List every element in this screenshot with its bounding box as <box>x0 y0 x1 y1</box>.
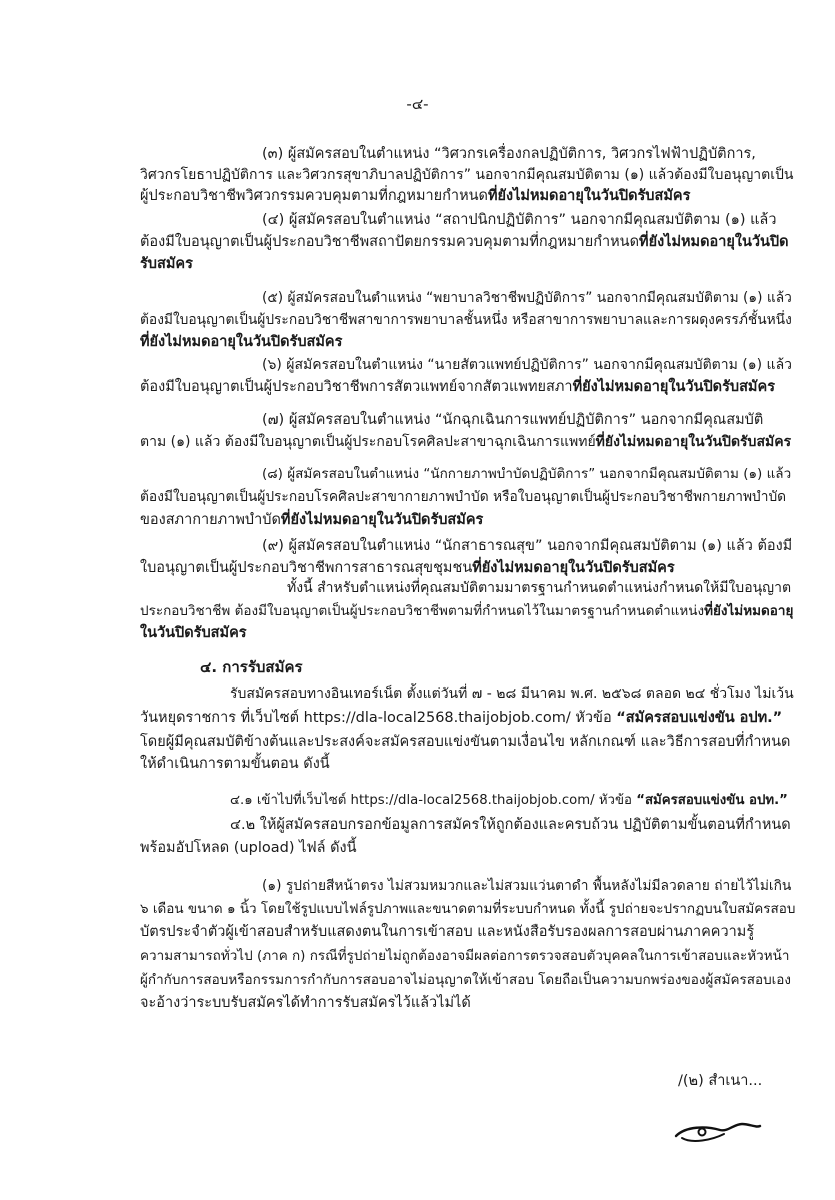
item-9-line-2-text: ใบอนุญาตเป็นผู้ประกอบวิชาชีพการสาธารณสุขชุมชน <box>140 560 473 576</box>
section-4-p2-line-3: บัตรประจำตัวผู้เข้าสอบสำหรับแสดงตนในการเข้าสอบ และหนังสือรับรองผลการสอบผ่านภาคความรู้ <box>140 924 755 940</box>
note-line-2-emphasis: ที่ยังไม่หมดอายุ <box>704 603 794 619</box>
section-4-p1-line-4: ให้ดำเนินการตามขั้นตอน ดังนี้ <box>140 756 330 772</box>
note-line-2 <box>140 601 793 621</box>
item-8-line-3 <box>140 510 483 530</box>
signature-initials <box>672 1112 762 1146</box>
item-7-line-2-text: ตาม (๑) แล้ว ต้องมีใบอนุญาตเป็นผู้ประกอบโรคศิลปะสาขาฉุกเฉินการแพทย์ <box>140 434 596 450</box>
section-4-p1-line-2-text: วันหยุดราชการ ที่เว็บไซต์ https://dla-local2568.thaijobjob.com/ หัวข้อ <box>140 710 617 726</box>
note-line-1: ทั้งนี้ สำหรับตำแหน่งที่คุณสมบัติตามมาตรฐานกำหนดตำแหน่งกำหนดให้มีใบอนุญาต <box>287 580 792 596</box>
note-line-2-text: ประกอบวิชาชีพ ต้องมีใบอนุญาตเป็นผู้ประกอบวิชาชีพตามที่กำหนดไว้ในมาตรฐานกำหนดตำแหน่ง <box>140 603 705 619</box>
section-4-1-text: ๔.๑ เข้าไปที่เว็บไซต์ https://dla-local2568.thaijobjob.com/ หัวข้อ <box>230 793 637 808</box>
item-6-line-2 <box>140 377 775 397</box>
item-3-line-3-emphasis: ที่ยังไม่หมดอายุในวันปิดรับสมัคร <box>487 188 691 204</box>
section-4-p2-line-4: ความสามารถทั่วไป (ภาค ก) กรณีที่รูปถ่ายไม่ถูกต้องอาจมีผลต่อการตรวจสอบตัวบุคคลในการเข้าสอบและหัวหน้า <box>140 948 790 964</box>
item-9-line-1: (๙) ผู้สมัครสอบในตำแหน่ง “นักสาธารณสุข” นอกจากมีคุณสมบัติตาม (๑) แล้ว ต้องมี <box>262 538 793 554</box>
item-4-line-2 <box>140 232 789 252</box>
section-4-p2-line-2: ๖ เดือน ขนาด ๑ นิ้ว โดยใช้รูปแบบไฟล์รูปภาพและขนาดตามที่ระบบกำหนด ทั้งนี้ รูปถ่ายจะปรากฏบนใบสมัครสอบ <box>140 901 796 917</box>
item-9-line-2 <box>140 558 675 578</box>
item-8-line-3-emphasis: ที่ยังไม่หมดอายุในวันปิดรับสมัคร <box>280 512 484 528</box>
item-8-line-1: (๘) ผู้สมัครสอบในตำแหน่ง “นักกายภาพบำบัดปฏิบัติการ” นอกจากมีคุณสมบัติตาม (๑) แล้ว <box>262 466 792 482</box>
item-4-line-2-emphasis: ที่ยังไม่หมดอายุในวันปิด <box>639 234 789 250</box>
item-6-line-1: (๖) ผู้สมัครสอบในตำแหน่ง “นายสัตวแพทย์ปฏิบัติการ” นอกจากมีคุณสมบัติตาม (๑) แล้ว <box>262 357 793 373</box>
section-4-2-line-2: พร้อมอัปโหลด (upload) ไฟล์ ดังนี้ <box>140 840 357 856</box>
item-7-line-2 <box>140 432 791 452</box>
note-line-3: ในวันปิดรับสมัคร <box>140 625 247 641</box>
item-8-line-2: ต้องมีใบอนุญาตเป็นผู้ประกอบโรคศิลปะสาขากายภาพบำบัด หรือใบอนุญาตเป็นผู้ประกอบวิชาชีพกายภาพบำบัด <box>140 489 787 505</box>
item-8-line-3-text: ของสภากายภาพบำบัด <box>140 512 281 528</box>
item-4-line-1: (๔) ผู้สมัครสอบในตำแหน่ง “สถาปนิกปฏิบัติการ” นอกจากมีคุณสมบัติตาม (๑) แล้ว <box>262 212 777 228</box>
section-4-1-emphasis: “สมัครสอบแข่งขัน อปท.” <box>636 793 788 808</box>
item-9-line-2-emphasis: ที่ยังไม่หมดอายุในวันปิดรับสมัคร <box>472 560 675 576</box>
section-4-p2-line-5: ผู้กำกับการสอบหรือกรรมการกำกับการสอบอาจไม่อนุญาตให้เข้าสอบ โดยถือเป็นความบกพร่องของผู้สมัครสอบเอง <box>140 972 791 988</box>
item-4-line-3: รับสมัคร <box>140 256 193 272</box>
page-number: -๔- <box>406 95 429 113</box>
section-4-heading: ๔. การรับสมัคร <box>200 658 303 676</box>
item-7-line-2-emphasis: ที่ยังไม่หมดอายุในวันปิดรับสมัคร <box>595 434 792 450</box>
section-4-p1-line-2-emphasis: “สมัครสอบแข่งขัน อปท.” <box>616 710 783 726</box>
item-5-line-3: ที่ยังไม่หมดอายุในวันปิดรับสมัคร <box>140 334 343 350</box>
item-7-line-1: (๗) ผู้สมัครสอบในตำแหน่ง “นักฉุกเฉินการแพทย์ปฏิบัติการ” นอกจากมีคุณสมบัติ <box>262 412 764 428</box>
item-3-line-3 <box>140 186 690 206</box>
section-4-p1-line-1: รับสมัครสอบทางอินเทอร์เน็ต ตั้งแต่วันที่ ๗ - ๒๘ มีนาคม พ.ศ. ๒๕๖๘ ตลอด ๒๔ ชั่วโมง ไม่เว้น <box>230 686 794 702</box>
item-4-line-2-text: ต้องมีใบอนุญาตเป็นผู้ประกอบวิชาชีพสถาปัตยกรรมควบคุมตามที่กฎหมายกำหนด <box>140 234 640 250</box>
section-4-p1-line-3: โดยผู้มีคุณสมบัติข้างต้นและประสงค์จะสมัครสอบแข่งขันตามเงื่อนไข หลักเกณฑ์ และวิธีการสอบที่กำหนด <box>140 734 791 750</box>
section-4-p1-line-2 <box>140 708 782 728</box>
section-4-1 <box>230 791 788 811</box>
item-5-line-2: ต้องมีใบอนุญาตเป็นผู้ประกอบวิชาชีพสาขาการพยาบาลชั้นหนึ่ง หรือสาขาการพยาบาลและการผดุงครรภ์ชั้นหนึ่ง <box>140 312 792 328</box>
item-3-line-2: วิศวกรโยธาปฏิบัติการ และวิศวกรสุขาภิบาลปฏิบัติการ” นอกจากมีคุณสมบัติตาม (๑) แล้วต้องมีใบอนุญาตเป็น <box>140 167 794 183</box>
item-3-line-3-text: ผู้ประกอบวิชาชีพวิศวกรรมควบคุมตามที่กฎหมายกำหนด <box>140 188 488 204</box>
section-4-p2-line-1: (๑) รูปถ่ายสีหน้าตรง ไม่สวมหมวกและไม่สวมแว่นตาดำ พื้นหลังไม่มีลวดลาย ถ่ายไว้ไม่เกิน <box>262 878 792 894</box>
continuation-marker: /(๒) สำเนา... <box>678 1073 763 1089</box>
item-5-line-1: (๕) ผู้สมัครสอบในตำแหน่ง “พยาบาลวิชาชีพปฏิบัติการ” นอกจากมีคุณสมบัติตาม (๑) แล้ว <box>262 290 792 306</box>
section-4-p2-line-6: จะอ้างว่าระบบรับสมัครได้ทำการรับสมัครไว้แล้วไม่ได้ <box>140 995 471 1011</box>
section-4-2-line-1: ๔.๒ ให้ผู้สมัครสอบกรอกข้อมูลการสมัครให้ถูกต้องและครบถ้วน ปฏิบัติตามขั้นตอนที่กำหนด <box>230 817 791 833</box>
item-3-line-1: (๓) ผู้สมัครสอบในตำแหน่ง “วิศวกรเครื่องกลปฏิบัติการ, วิศวกรไฟฟ้าปฏิบัติการ, <box>262 146 756 162</box>
item-6-line-2-emphasis: ที่ยังไม่หมดอายุในวันปิดรับสมัคร <box>572 379 775 395</box>
item-6-line-2-text: ต้องมีใบอนุญาตเป็นผู้ประกอบวิชาชีพการสัตวแพทย์จากสัตวแพทยสภา <box>140 379 573 395</box>
